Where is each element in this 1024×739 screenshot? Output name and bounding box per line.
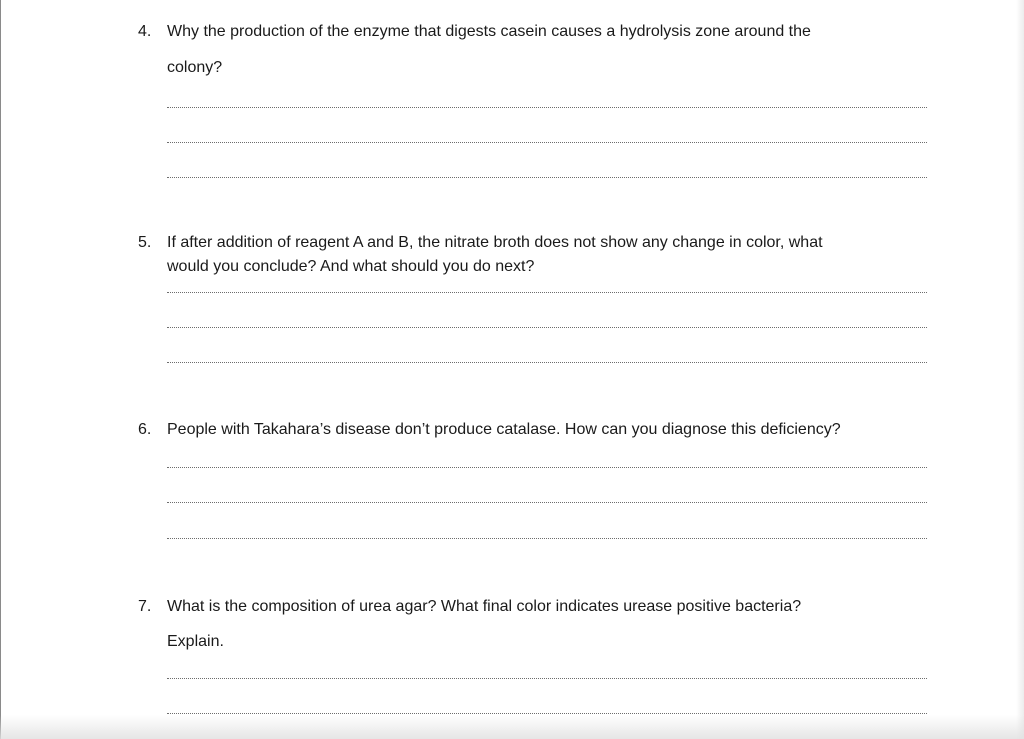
question-text: Why the production of the enzyme that digests casein causes a hydrolysis zone around the <box>167 23 811 40</box>
answer-line[interactable] <box>167 467 927 468</box>
question-7 <box>138 595 928 720</box>
question-text: What is the composition of urea agar? What final color indicates urease positive bacteria? <box>167 598 802 615</box>
question-text-continued: would you conclude? And what should you do next? <box>167 258 535 275</box>
answer-line[interactable] <box>167 177 927 178</box>
question-number: 7. <box>138 598 152 615</box>
question-6 <box>138 418 928 548</box>
answer-line[interactable] <box>167 713 927 714</box>
answer-line[interactable] <box>167 292 927 293</box>
question-number: 6. <box>138 421 152 438</box>
answer-line[interactable] <box>167 327 927 328</box>
answer-line[interactable] <box>167 538 927 539</box>
question-text-continued: colony? <box>167 59 223 76</box>
page-edge-shadow <box>1016 0 1024 739</box>
question-text-continued: Explain. <box>167 633 224 650</box>
question-text: If after addition of reagent A and B, the nitrate broth does not show any change in color, what <box>167 234 823 251</box>
question-number: 5. <box>138 234 152 251</box>
question-4 <box>138 20 928 190</box>
question-5 <box>138 231 928 371</box>
question-number: 4. <box>138 23 152 40</box>
question-text: People with Takahara’s disease don’t produce catalase. How can you diagnose this deficiency? <box>167 421 841 438</box>
page-bottom-shadow <box>0 715 1024 739</box>
answer-line[interactable] <box>167 678 927 679</box>
answer-line[interactable] <box>167 362 927 363</box>
answer-line[interactable] <box>167 502 927 503</box>
answer-line[interactable] <box>167 107 927 108</box>
answer-line[interactable] <box>167 142 927 143</box>
